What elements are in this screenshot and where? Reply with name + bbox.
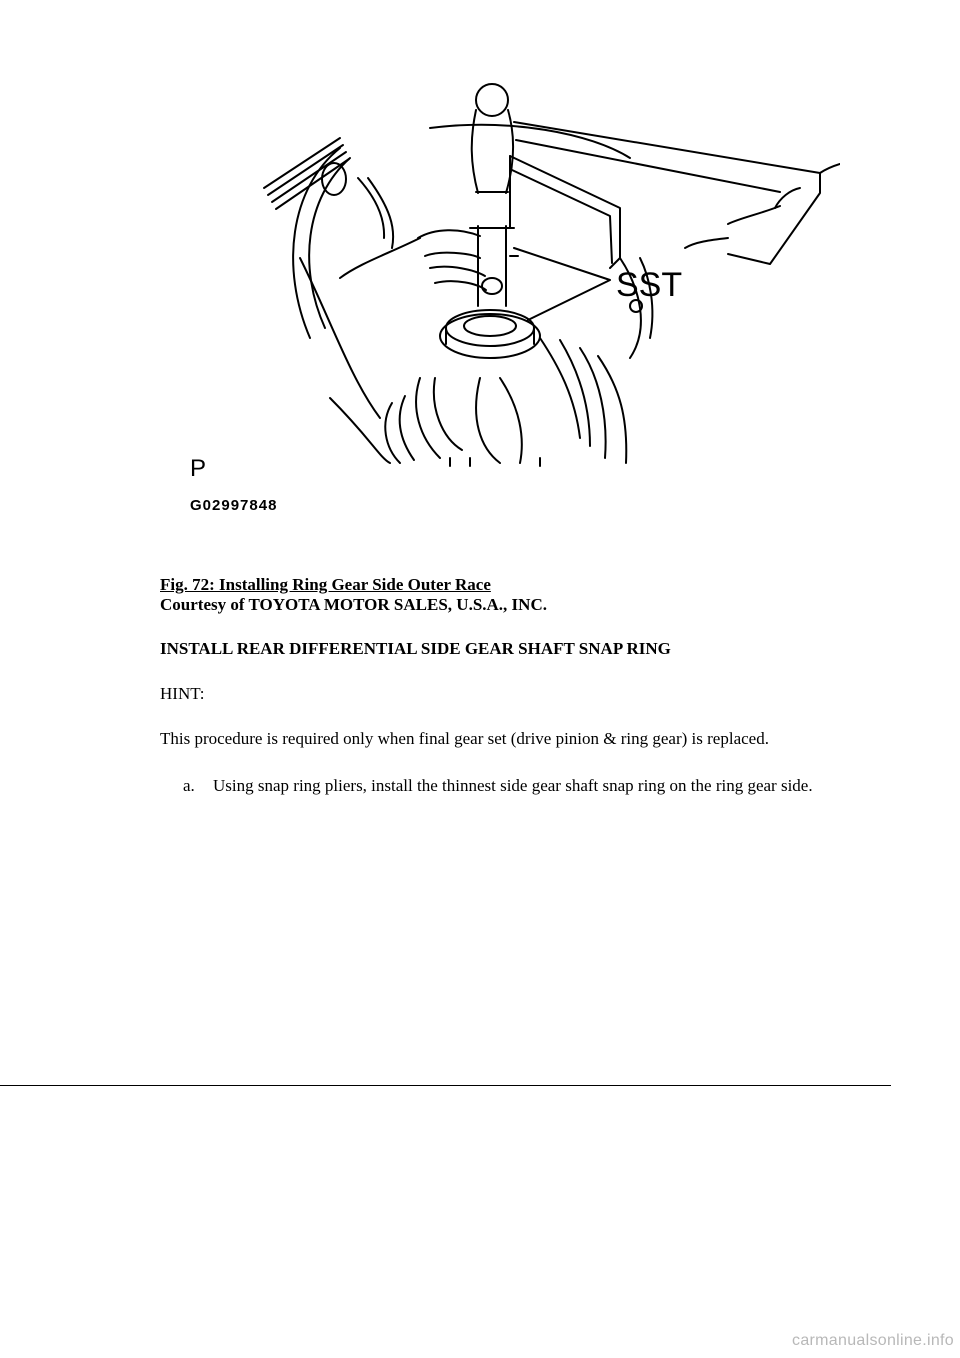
sst-leader [514,248,610,320]
figure-caption [160,575,547,615]
sst-tool [470,226,518,306]
outer-race [440,310,540,358]
hint-text: This procedure is required only when final gear set (drive pinion & ring gear) is replaced. [160,729,769,748]
watermark: carmanualsonline.info [792,1332,954,1349]
corner-label: P [190,455,207,482]
technical-illustration [180,78,840,518]
figure-title[interactable]: Fig. 72: Installing Ring Gear Side Outer Race [160,575,491,594]
page-divider [0,1085,891,1086]
step-text: Using snap ring pliers, install the thinnest side gear shaft snap ring on the ring gear side. [213,776,813,795]
hands [340,158,840,290]
step-marker: a. [183,776,195,795]
carrier-housing [293,125,652,466]
procedure-heading: INSTALL REAR DIFFERENTIAL SIDE GEAR SHAFT SNAP RING [160,639,671,658]
sst-callout-label: SST [616,266,683,304]
illustration-code: G02997848 [190,497,278,514]
figure-courtesy: Courtesy of TOYOTA MOTOR SALES, U.S.A., INC. [160,595,547,614]
hammer [472,84,820,264]
step-list [183,775,873,797]
hint-label: HINT: [160,684,205,703]
